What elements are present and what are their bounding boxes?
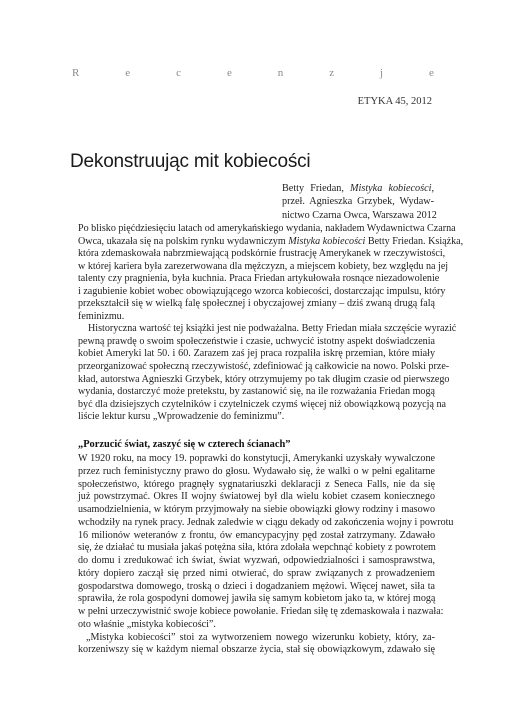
text-line: liście lektur kursu „Wprowadzenie do feminizmu”.	[78, 411, 285, 423]
section-letter: R	[72, 67, 80, 79]
book-info	[282, 182, 437, 222]
section-header	[72, 66, 434, 80]
text-line: wydania, dostarczyć może pretekstu, by zastanowić się, na ile rozważania Friedan mogą	[78, 386, 435, 398]
book-info-punct: ,	[431, 183, 434, 194]
text-line: pewną prawdę o swoim społeczeństwie i czasie, uchwycić istotny aspekt doświadczenia	[78, 335, 435, 347]
text-span: Betty Friedan. Książka,	[365, 235, 464, 247]
book-info-line: przeł. Agnieszka Grzybek, Wydaw-	[282, 196, 434, 208]
section-letter: j	[380, 67, 384, 79]
section-letter: e	[125, 67, 131, 79]
text-line: w pełni urzeczywistnić swoje kobiece powołanie. Friedan siłę tę zdemaskowała i nazwała:	[78, 606, 444, 617]
text-line: Historyczna wartość tej książki jest nie podważalna. Betty Friedan miała szczęście wyrazić	[88, 323, 457, 335]
text-line: oto właśnie „mistyka kobiecości”.	[78, 618, 216, 630]
book-author: Betty Friedan,	[282, 183, 351, 194]
body-text-intro	[78, 223, 464, 424]
text-line: usamodzielnienia, w którym przyjmowały na siebie obowiązki głowy rodziny i masowo	[78, 504, 435, 515]
book-info-line	[282, 182, 434, 195]
text-line: 16 milionów weteranów z frontu, ów emancypacyjny pęd został zatrzymany. Zdawało	[78, 529, 435, 541]
text-line: kobiet Ameryki lat 50. i 60. Zarazem zaś jej praca rozpaliła iskrę przemian, które miały	[78, 348, 435, 360]
text-line: i zagubienie kobiet wobec obowiązującego wzorca kobiecości, dostarczając impulsu, który	[78, 285, 446, 297]
text-line: talenty czy pragnienia, była kuchnia. Praca Friedan artykułowała rosnące niezadowolenie	[78, 273, 440, 285]
section-letter: z	[329, 67, 335, 79]
text-line: który dopiero zaczął się przed nimi otwierać, do spraw związanych z prowadzeniem	[78, 567, 435, 579]
text-line: W 1920 roku, na mocy 19. poprawki do konstytucji, Amerykanki uzyskały wywalczone	[78, 453, 435, 464]
text-line: korzeniwszy się w każdym niemal obszarze życia, stał się obowiązkowym, zdawało się	[78, 644, 435, 656]
journal-reference: ETYKA 45, 2012	[357, 96, 432, 107]
text-line: społeczeństwo, którego pragnęły sygnatariuszki deklaracji z Seneca Falls, nie da się	[78, 478, 435, 490]
text-line: sprawiła, że rola gospodyni domowej jawiła się samym kobietom jako ta, w której mogą	[78, 593, 436, 605]
text-line: wchodziły na rynek pracy. Jednak zaledwie w ciągu dekady od zakończenia wojny i powrotu	[78, 516, 454, 528]
review-title: Dekonstruując mit kobiecości	[70, 151, 311, 172]
section-subheading: „Porzucić świat, zaszyć się w czterech ścianach”	[78, 439, 291, 450]
text-line: Po blisko pięćdziesięciu latach od amerykańskiego wydania, nakładem Wydawnictwa Czarna	[78, 223, 456, 234]
text-line: do domu i zredukować ich świat, świat wyzwań, odpowiedzialności i samosprawstwa,	[78, 555, 435, 566]
section-letter: e	[226, 67, 232, 79]
text-line: feminizmu.	[78, 310, 125, 322]
text-line: gospodarstwa domowego, troską o dzieci i dogadzaniem mężowi. Więcej nawet, siła ta	[78, 580, 435, 592]
text-line: się, że działać tu musiała jakaś potężna siła, która zdołała wepchnąć kobiety z powrotem	[78, 542, 436, 554]
text-span: Owca, ukazała się na polskim rynku wydawniczym	[78, 235, 289, 247]
text-line: kład, autorstwa Agnieszki Grzybek, który otrzymujemy po tak długim czasie od pierwszego	[78, 373, 450, 385]
text-line: przez ruch feministyczny prawo do głosu. Wydawało się, że walki o w pełni egalitarne	[78, 465, 435, 477]
text-line: przeorganizować społeczną rzeczywistość, zdefiniować ją całkowicie na nowo. Polski prze-	[78, 361, 450, 373]
text-line	[78, 235, 464, 249]
section-letter: e	[429, 67, 434, 79]
body-text-section	[78, 453, 454, 657]
text-line: która zdemaskowała nabrzmiewającą podskórnie frustrację Amerykanek w rzeczywistości,	[78, 248, 446, 260]
book-title: Mistyka kobiecości	[350, 183, 432, 194]
text-line: przekształcił się w wielką falę społecznej i obyczajowej zmiany – dziś zwaną drugą falą	[78, 298, 435, 310]
section-letter: c	[176, 67, 181, 79]
section-letter: n	[277, 67, 284, 79]
book-info-line: nictwo Czarna Owca, Warszawa 2012	[282, 209, 437, 221]
book-title-inline: Mistyka kobiecości	[288, 235, 366, 247]
text-line: „Mistyka kobiecości” stoi za wytworzeniem nowego wizerunku kobiety, który, za-	[86, 631, 435, 643]
text-line: w której kariera była zarezerwowana dla mężczyzn, a miejscem kobiety, bez względu na jej	[78, 260, 449, 272]
text-line: być dla dzisiejszych czytelników i czytelniczek czymś więcej niż obowiązkową pozycją na	[78, 398, 446, 410]
text-line: już powstrzymać. Okres II wojny światowej był dla wielu kobiet czasem koniecznego	[78, 491, 435, 503]
